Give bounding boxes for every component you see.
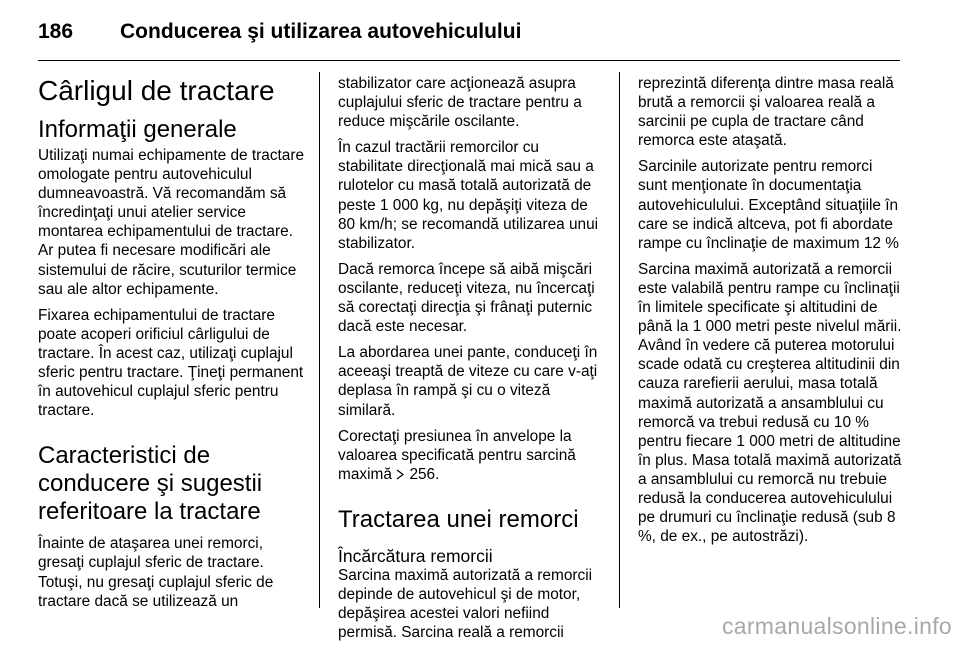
header-rule: [38, 60, 900, 61]
paragraph: reprezintă diferenţa dintre masa reală brută a remorcii şi valoarea reală a sarcinii pe cupla de tractare când remorca este ataşată.: [638, 75, 894, 150]
paragraph: La abordarea unei pante, conduceţi în aceeaşi treaptă de viteze cu care v-aţi deplasa în rampă şi cu o viteză similară.: [338, 344, 598, 419]
paragraph: Sarcinile autorizate pentru remorci sunt menţionate în documentaţia autovehiculului. Exceptând situaţiile în care se indică altceva, pot fi abordate rampe cu înclinaţie de maximum 12 %: [638, 158, 899, 252]
page-header: [38, 12, 898, 52]
paragraph: Fixarea echipamentului de tractare poate acoperi orificiul cârligului de tractare. În acest caz, utilizaţi cuplajul sferic pentru tractare. Ţineţi permanent în autovehicul cuplajul sferic pentru tractare.: [38, 306, 304, 420]
paragraph: stabilizator care acţionează asupra cuplajului sferic de tractare pentru a reduce mişcările oscilante.: [338, 75, 582, 131]
column-3: [638, 74, 904, 553]
section-title-driving-characteristics: Caracteristici de conducere şi sugestii referitoare la tractare: [38, 442, 263, 526]
page-reference-link[interactable]: 256.: [409, 465, 440, 483]
column-divider-2: [619, 72, 620, 608]
section-title-towbar: Cârligul de tractare: [38, 75, 275, 106]
column-1: [38, 74, 308, 618]
page-reference-arrow-icon: [396, 465, 405, 484]
paragraph: Utilizaţi numai echipamente de tractare omologate pentru autovehiculul dumneavoastră. Vă recomandăm să încredinţaţi unui atelier service montarea echipamentului de tractare. Ar putea fi necesare modificări ale sistemului de răcire, scuturilor termice sau ale altor echipamente.: [38, 147, 305, 298]
chapter-title: Conducerea şi utilizarea autovehiculului: [120, 20, 522, 43]
paragraph: Dacă remorca începe să aibă mişcări oscilante, reduceţi viteza, nu încercaţi să corectaţi direcţia şi frânaţi puternic dacă este necesar.: [338, 260, 595, 336]
paragraph-text: Corectaţi presiunea în anvelope la valoarea specificată pentru sarcină maximă: [338, 427, 576, 483]
column-2: [338, 74, 606, 649]
paragraph: Sarcina maximă autorizată a remorcii este valabilă pentru rampe cu înclinaţii în limitele specificate şi altitudini de până la 1 000 metri peste nivelul mării. Având în vedere că puterea motorului scade odată cu creşterea altitudinii din cauza rarefierii aerului, masa totală maximă autorizată a ansamblului cu remorcă va trebui redusă cu 10 % pentru fiecare 1 000 metri de altitudine în plus. Masa totală maximă autorizată a ansamblului cu remorcă nu trebuie redusă la conducerea autovehiculului pe drumuri cu înclinaţie redusă (sub 8 %, de ex., pe autostrăzi).: [638, 260, 902, 546]
column-divider-1: [319, 72, 320, 608]
paragraph: Înainte de ataşarea unei remorci, gresaţi cuplajul sferic de tractare. Totuşi, nu gresaţi cuplajul sferic de tractare dacă se utilizează un: [38, 535, 274, 610]
section-title-towing-trailer: Tractarea unei remorci: [338, 505, 579, 533]
page-number: 186: [38, 20, 74, 43]
watermark: carmanualsonline.info: [721, 613, 952, 639]
subsection-title-general-info: Informaţii generale: [38, 116, 237, 143]
subsection-title-trailer-load: Încărcătura remorcii: [338, 545, 493, 566]
paragraph: Sarcina maximă autorizată a remorcii depinde de autovehicul şi de motor, depăşirea acestei valori nefiind permisă. Sarcina reală a remorcii: [338, 566, 593, 642]
paragraph: În cazul tractării remorcilor cu stabilitate direcţională mai mică sau a rulotelor cu masă totală autorizată de peste 1 000 kg, nu depăşiţi viteza de 80 km/h; se recomandă utilizarea unui stabilizator.: [338, 139, 599, 252]
paragraph-tyre-pressure: [338, 427, 606, 484]
